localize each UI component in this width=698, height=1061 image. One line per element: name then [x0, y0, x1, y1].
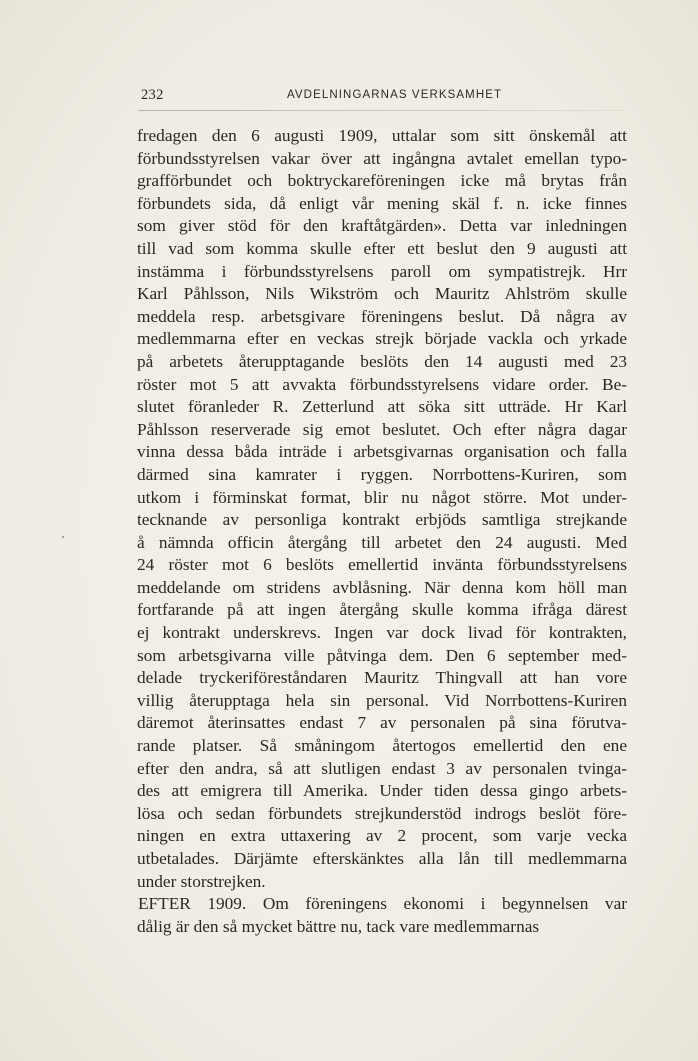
text-line: instämma i förbundsstyrelsens paroll om sympatistrejk. Hrr	[137, 261, 627, 281]
text-line: Påhlsson reserverade sig emot beslutet. Och efter några dagar	[137, 419, 627, 439]
text-line: lösa och sedan förbundets strejkunderstöd indrogs beslöt före-	[137, 803, 627, 823]
text-line: meddelande om stridens avblåsning. När denna kom höll man	[137, 577, 627, 597]
text-line: delade tryckeriföreståndaren Mauritz Thingvall att han vore	[137, 668, 627, 688]
text-line: Karl Påhlsson, Nils Wikström och Mauritz Ahlström skulle	[137, 284, 627, 304]
text-line: förbundets sida, då enligt vår mening skäl f. n. icke finnes	[137, 193, 627, 213]
text-line: utbetalades. Därjämte efterskänktes alla lån till medlemmarna	[137, 849, 627, 868]
paper-speck	[62, 536, 64, 538]
running-head: AVDELNINGARNAS VERKSAMHET	[287, 89, 503, 101]
text-line: röster mot 5 att avvakta förbundsstyrelsens vidare order. Be-	[137, 374, 627, 394]
text-line: däremot återinsattes endast 7 av personalen på sina förutva-	[137, 713, 627, 733]
text-line: efter den andra, så att slutligen endast 3 av personalen tvinga-	[137, 758, 627, 778]
text-line: ningen en extra uttaxering av 2 procent, som varje vecka	[137, 826, 627, 846]
text-line: grafförbundet och boktryckareföreningen icke må brytas från	[137, 171, 627, 191]
text-line: meddela resp. arbetsgivare föreningens beslut. Då några av	[137, 306, 627, 326]
section-start-line: EFTER 1909. Om föreningens ekonomi i begynnelsen var	[138, 894, 627, 914]
text-line: utkom i förminskat format, blir nu något större. Mot under-	[137, 487, 627, 507]
text-line: tecknande av personliga kontrakt erbjöds samtliga strejkande	[137, 510, 627, 530]
text-line: slutet föranleder R. Zetterlund att söka sitt utträde. Hr Karl	[137, 397, 627, 417]
text-line: som giver stöd för den kraftåtgärden». Detta var inledningen	[137, 216, 627, 236]
text-line: på arbetets återupptagande beslöts den 14 augusti med 23	[137, 351, 627, 371]
text-line: fortfarande på att ingen återgång skulle komma ifråga därest	[137, 600, 627, 620]
text-line: förbundsstyrelsen vakar över att ingångna avtalet emellan typo-	[137, 148, 627, 168]
text-line: medlemmarna efter en veckas strejk började vackla och yrkade	[137, 329, 627, 349]
text-line: 24 röster mot 6 beslöts emellertid invänta förbundsstyrelsens	[137, 555, 627, 575]
text-line: under storstrejken.	[137, 871, 266, 891]
text-line: villig återupptaga hela sin personal. Vid Norrbottens-Kuriren	[137, 690, 627, 710]
text-line: vinna dessa båda inträde i arbetsgivarnas organisation och falla	[137, 442, 627, 462]
page-header	[137, 87, 624, 109]
text-line: därmed sina kamrater i ryggen. Norrbottens-Kuriren, som	[137, 464, 627, 484]
text-line: fredagen den 6 augusti 1909, uttalar som sitt önskemål att	[137, 126, 627, 145]
text-line: dålig är den så mycket bättre nu, tack vare medlemmarnas	[137, 916, 540, 936]
header-rule	[138, 110, 624, 111]
text-line: som arbetsgivarna ville påtvinga dem. Den 6 september med-	[137, 645, 627, 665]
page-number: 232	[141, 87, 164, 103]
text-line: des att emigrera till Amerika. Under tiden dessa gingo arbets-	[137, 781, 627, 801]
text-line: å nämnda officin återgång till arbetet den 24 augusti. Med	[137, 532, 627, 552]
text-line: till vad som komma skulle efter ett beslut den 9 augusti att	[137, 238, 627, 258]
text-line: rande platser. Så småningom återtogos emellertid den ene	[137, 736, 627, 756]
body-text	[137, 125, 627, 938]
text-line: ej kontrakt underskrevs. Ingen var dock livad för kontrakten,	[137, 623, 627, 643]
